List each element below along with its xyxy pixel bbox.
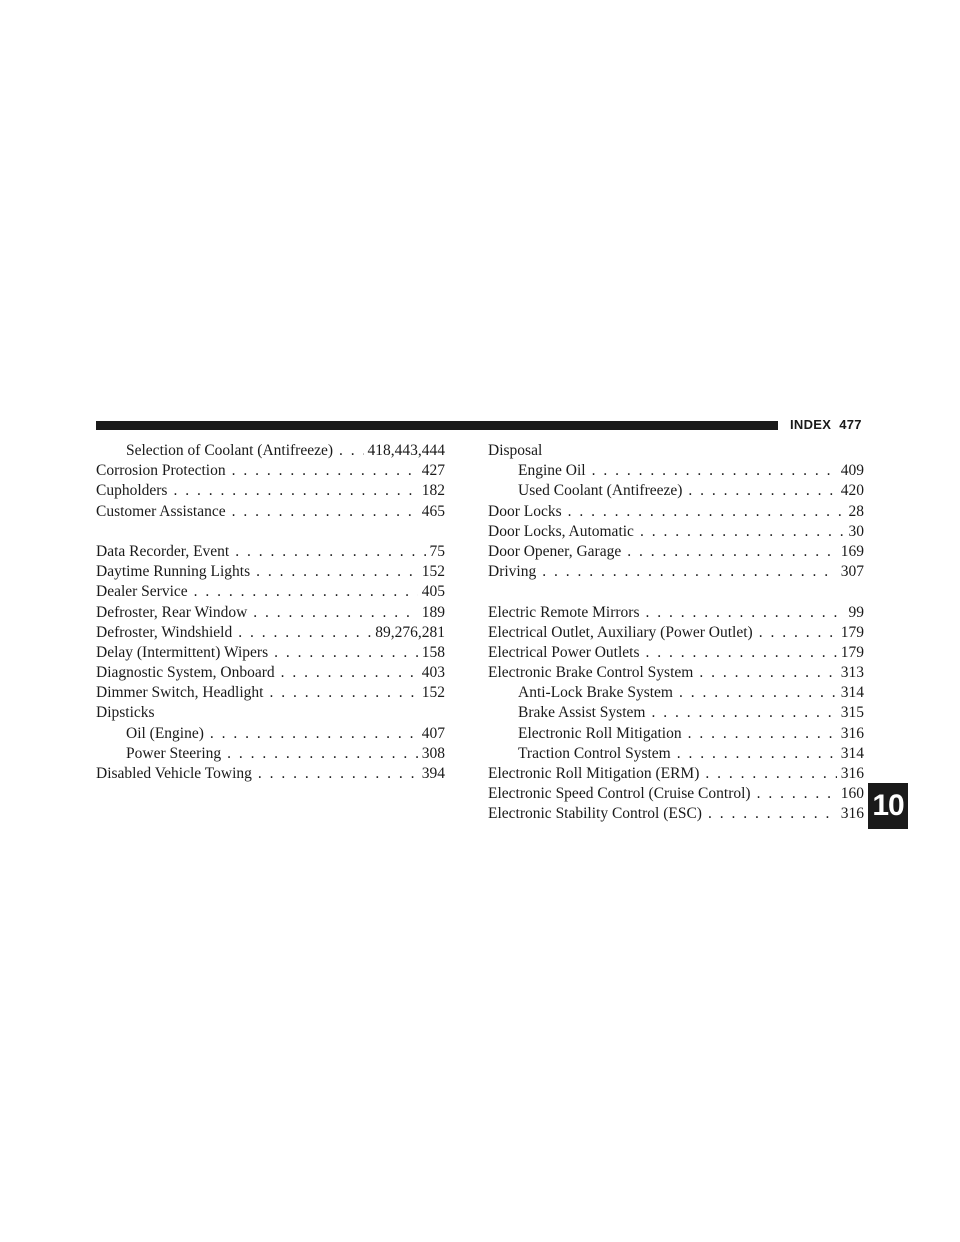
entry-term: Door Locks, Automatic — [488, 522, 634, 540]
dot-leader — [238, 623, 371, 643]
entry-term: Daytime Running Lights — [96, 563, 251, 581]
entry-term: Driving — [488, 563, 537, 581]
entry-page-ref: 418,443,444 — [367, 442, 445, 459]
header-rule — [96, 421, 778, 430]
entry-term: Power Steering — [126, 744, 222, 762]
dot-leader — [253, 603, 417, 623]
entry-term: Door Opener, Garage — [488, 542, 622, 560]
dot-leader — [651, 703, 836, 723]
entry-term: Electronic Stability Control (ESC) — [488, 805, 702, 823]
index-subentry — [488, 744, 864, 764]
entry-term: Customer Assistance — [96, 502, 226, 520]
entry-term: Dipsticks — [96, 704, 155, 722]
entry-page-ref: 75 — [429, 542, 445, 560]
dot-leader — [281, 663, 418, 683]
index-entry — [96, 643, 445, 663]
running-header — [790, 417, 862, 432]
index-spacer — [488, 582, 864, 602]
entry-term: Corrosion Protection — [96, 462, 226, 480]
dot-leader — [705, 764, 836, 784]
index-entry — [96, 603, 445, 623]
entry-term: Electronic Roll Mitigation — [518, 724, 682, 742]
index-subentry — [488, 703, 864, 723]
dot-leader — [568, 502, 845, 522]
entry-page-ref: 28 — [848, 502, 864, 520]
index-entry — [96, 703, 445, 723]
entry-term: Used Coolant (Antifreeze) — [518, 482, 683, 500]
dot-leader — [688, 724, 837, 744]
dot-leader — [679, 683, 837, 703]
entry-page-ref: 152 — [421, 563, 445, 581]
entry-term: Engine Oil — [518, 462, 586, 480]
dot-leader — [256, 562, 418, 582]
dot-leader — [210, 724, 418, 744]
index-entry — [488, 663, 864, 683]
entry-term: Data Recorder, Event — [96, 542, 230, 560]
index-subentry — [96, 724, 445, 744]
entry-term: Dimmer Switch, Headlight — [96, 684, 264, 702]
entry-page-ref: 179 — [840, 623, 864, 641]
dot-leader — [232, 461, 418, 481]
entry-term: Traction Control System — [518, 744, 671, 762]
entry-page-ref: 403 — [421, 664, 445, 682]
dot-leader — [757, 784, 837, 804]
entry-page-ref: 409 — [840, 462, 864, 480]
index-entry — [96, 764, 445, 784]
dot-leader — [173, 481, 417, 501]
entry-page-ref: 182 — [421, 482, 445, 500]
entry-page-ref: 316 — [840, 805, 864, 823]
dot-leader — [194, 582, 418, 602]
index-entry — [488, 522, 864, 542]
entry-term: Electronic Brake Control System — [488, 664, 694, 682]
entry-page-ref: 30 — [848, 522, 864, 540]
page-number: 477 — [839, 417, 862, 432]
dot-leader — [627, 542, 837, 562]
chapter-tab: 10 — [868, 783, 908, 829]
entry-page-ref: 316 — [840, 724, 864, 742]
dot-leader — [542, 562, 837, 582]
entry-page-ref: 405 — [421, 583, 445, 601]
entry-term: Cupholders — [96, 482, 168, 500]
entry-term: Electrical Power Outlets — [488, 643, 640, 661]
section-title: INDEX — [790, 417, 832, 432]
dot-leader — [646, 603, 845, 623]
entry-term: Door Locks — [488, 502, 562, 520]
index-column-left — [96, 441, 445, 784]
entry-page-ref: 152 — [421, 684, 445, 702]
entry-page-ref: 394 — [421, 765, 445, 782]
index-entry — [96, 461, 445, 481]
entry-term: Electric Remote Mirrors — [488, 603, 640, 621]
index-subentry — [488, 461, 864, 481]
dot-leader — [592, 461, 837, 481]
entry-term: Defroster, Windshield — [96, 623, 233, 641]
entry-page-ref: 314 — [840, 684, 864, 702]
entry-term: Brake Assist System — [518, 704, 646, 722]
index-entry — [488, 603, 864, 623]
entry-term: Selection of Coolant (Antifreeze) — [126, 442, 334, 459]
index-entry — [488, 643, 864, 663]
entry-term: Dealer Service — [96, 583, 188, 601]
entry-term: Electronic Roll Mitigation (ERM) — [488, 765, 700, 782]
entry-page-ref: 407 — [421, 724, 445, 742]
entry-term: Electronic Speed Control (Cruise Control) — [488, 785, 751, 803]
entry-page-ref: 316 — [840, 765, 864, 782]
dot-leader — [258, 764, 418, 784]
entry-page-ref: 99 — [848, 603, 864, 621]
entry-term: Delay (Intermittent) Wipers — [96, 643, 269, 661]
index-entry — [488, 623, 864, 643]
entry-term: Disposal — [488, 442, 543, 459]
dot-leader — [339, 441, 363, 461]
dot-leader — [640, 522, 845, 542]
entry-term: Defroster, Rear Window — [96, 603, 248, 621]
entry-page-ref: 169 — [840, 542, 864, 560]
index-entry — [96, 562, 445, 582]
index-subentry — [488, 724, 864, 744]
entry-page-ref: 179 — [840, 643, 864, 661]
dot-leader — [274, 643, 418, 663]
index-entry — [488, 804, 864, 824]
entry-term: Electrical Outlet, Auxiliary (Power Outlet) — [488, 623, 753, 641]
dot-leader — [227, 744, 418, 764]
dot-leader — [688, 481, 836, 501]
index-entry — [488, 562, 864, 582]
index-entry — [488, 784, 864, 804]
dot-leader — [708, 804, 837, 824]
dot-leader — [677, 744, 837, 764]
entry-term: Disabled Vehicle Towing — [96, 765, 252, 782]
entry-page-ref: 89,276,281 — [375, 623, 445, 641]
index-entry — [96, 623, 445, 643]
index-column-right — [488, 441, 864, 825]
dot-leader — [759, 623, 837, 643]
entry-page-ref: 158 — [421, 643, 445, 661]
entry-page-ref: 420 — [840, 482, 864, 500]
index-entry — [96, 683, 445, 703]
entry-page-ref: 313 — [840, 664, 864, 682]
entry-page-ref: 189 — [421, 603, 445, 621]
entry-page-ref: 308 — [421, 744, 445, 762]
index-entry — [96, 502, 445, 522]
index-entry — [96, 542, 445, 562]
entry-term: Diagnostic System, Onboard — [96, 664, 275, 682]
index-entry — [488, 441, 864, 461]
index-subentry — [96, 441, 445, 461]
entry-page-ref: 160 — [840, 785, 864, 803]
entry-page-ref: 315 — [840, 704, 864, 722]
index-entry — [488, 502, 864, 522]
entry-term: Anti-Lock Brake System — [518, 684, 673, 702]
index-subentry — [488, 481, 864, 501]
index-subentry — [96, 744, 445, 764]
index-entry — [488, 764, 864, 784]
index-entry — [96, 663, 445, 683]
index-subentry — [488, 683, 864, 703]
dot-leader — [699, 663, 836, 683]
dot-leader — [269, 683, 417, 703]
entry-page-ref: 307 — [840, 563, 864, 581]
entry-page-ref: 314 — [840, 744, 864, 762]
entry-term: Oil (Engine) — [126, 724, 204, 742]
index-entry — [96, 582, 445, 602]
entry-page-ref: 465 — [421, 502, 445, 520]
dot-leader — [646, 643, 837, 663]
index-entry — [96, 481, 445, 501]
index-spacer — [96, 522, 445, 542]
index-entry — [488, 542, 864, 562]
dot-leader — [235, 542, 425, 562]
dot-leader — [232, 502, 418, 522]
entry-page-ref: 427 — [421, 462, 445, 480]
